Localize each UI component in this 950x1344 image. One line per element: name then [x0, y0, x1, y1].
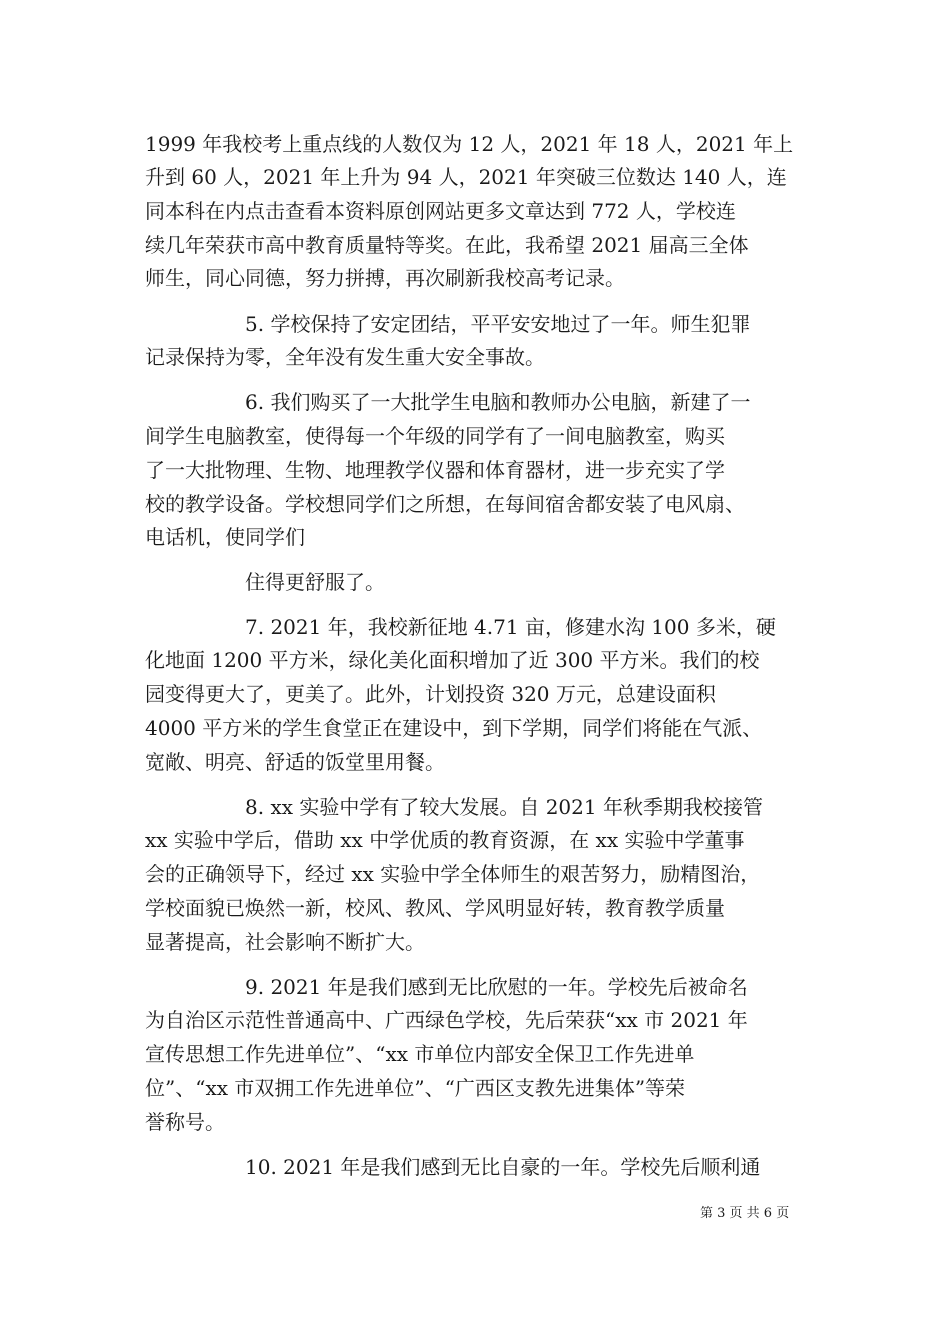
text-line: 续几年荣获市高中教育质量特等奖。在此，我希望 2021 届高三全体: [145, 233, 749, 257]
text-line: xx 实验中学后，借助 xx 中学优质的教育资源，在 xx 实验中学董事: [145, 828, 745, 852]
text-line: 显著提高，社会影响不断扩大。: [145, 930, 425, 954]
text-line: 间学生电脑教室，使得每一个年级的同学有了一间电脑教室，购买: [145, 424, 725, 448]
paragraph-5-start: 5. 学校保持了安定团结，平平安安地过了一年。师生犯罪: [245, 312, 751, 336]
paragraph-10-start: 10. 2021 年是我们感到无比自豪的一年。学校先后顺利通: [245, 1155, 761, 1179]
text-line: 会的正确领导下，经过 xx 实验中学全体师生的艰苦努力，励精图治，: [145, 862, 761, 886]
page-number-footer: 第 3 页 共 6 页: [700, 1206, 790, 1221]
paragraph-6-start: 6. 我们购买了一大批学生电脑和教师办公电脑，新建了一: [245, 390, 751, 414]
text-line: 4000 平方米的学生食堂正在建设中，到下学期，同学们将能在气派、: [145, 716, 763, 740]
text-line: 誉称号。: [145, 1110, 225, 1134]
text-line: 园变得更大了，更美了。此外，计划投资 320 万元，总建设面积: [145, 682, 716, 706]
text-line: 宽敞、明亮、舒适的饭堂里用餐。: [145, 750, 445, 774]
paragraph-8-start: 8. xx 实验中学有了较大发展。自 2021 年秋季期我校接管: [245, 795, 763, 819]
text-line: 电话机，使同学们: [145, 525, 305, 549]
text-line: 了一大批物理、生物、地理教学仪器和体育器材，进一步充实了学: [145, 458, 725, 482]
text-line: 宣传思想工作先进单位”、“xx 市单位内部安全保卫工作先进单: [145, 1042, 695, 1066]
text-line: 住得更舒服了。: [245, 570, 385, 594]
text-line: 学校面貌已焕然一新，校风、教风、学风明显好转，教育教学质量: [145, 896, 725, 920]
text-line: 位”、“xx 市双拥工作先进单位”、“广西区支教先进集体”等荣: [145, 1076, 686, 1100]
text-line: 同本科在内点击查看本资料原创网站更多文章达到 772 人，学校连: [145, 199, 736, 223]
text-line: 化地面 1200 平方米，绿化美化面积增加了近 300 平方米。我们的校: [145, 648, 760, 672]
text-line: 校的教学设备。学校想同学们之所想，在每间宿舍都安装了电风扇、: [145, 492, 745, 516]
text-line: 1999 年我校考上重点线的人数仅为 12 人，2021 年 18 人，2021 年上: [145, 132, 794, 156]
text-line: 记录保持为零，全年没有发生重大安全事故。: [145, 345, 545, 369]
paragraph-9-start: 9. 2021 年是我们感到无比欣慰的一年。学校先后被命名: [245, 975, 748, 999]
text-line: 师生，同心同德，努力拼搏，再次刷新我校高考记录。: [145, 266, 625, 290]
text-line: 为自治区示范性普通高中、广西绿色学校，先后荣获“xx 市 2021 年: [145, 1008, 748, 1032]
paragraph-7-start: 7. 2021 年，我校新征地 4.71 亩，修建水沟 100 多米，硬: [245, 615, 776, 639]
text-line: 升到 60 人，2021 年上升为 94 人，2021 年突破三位数达 140 人，连: [145, 165, 787, 189]
